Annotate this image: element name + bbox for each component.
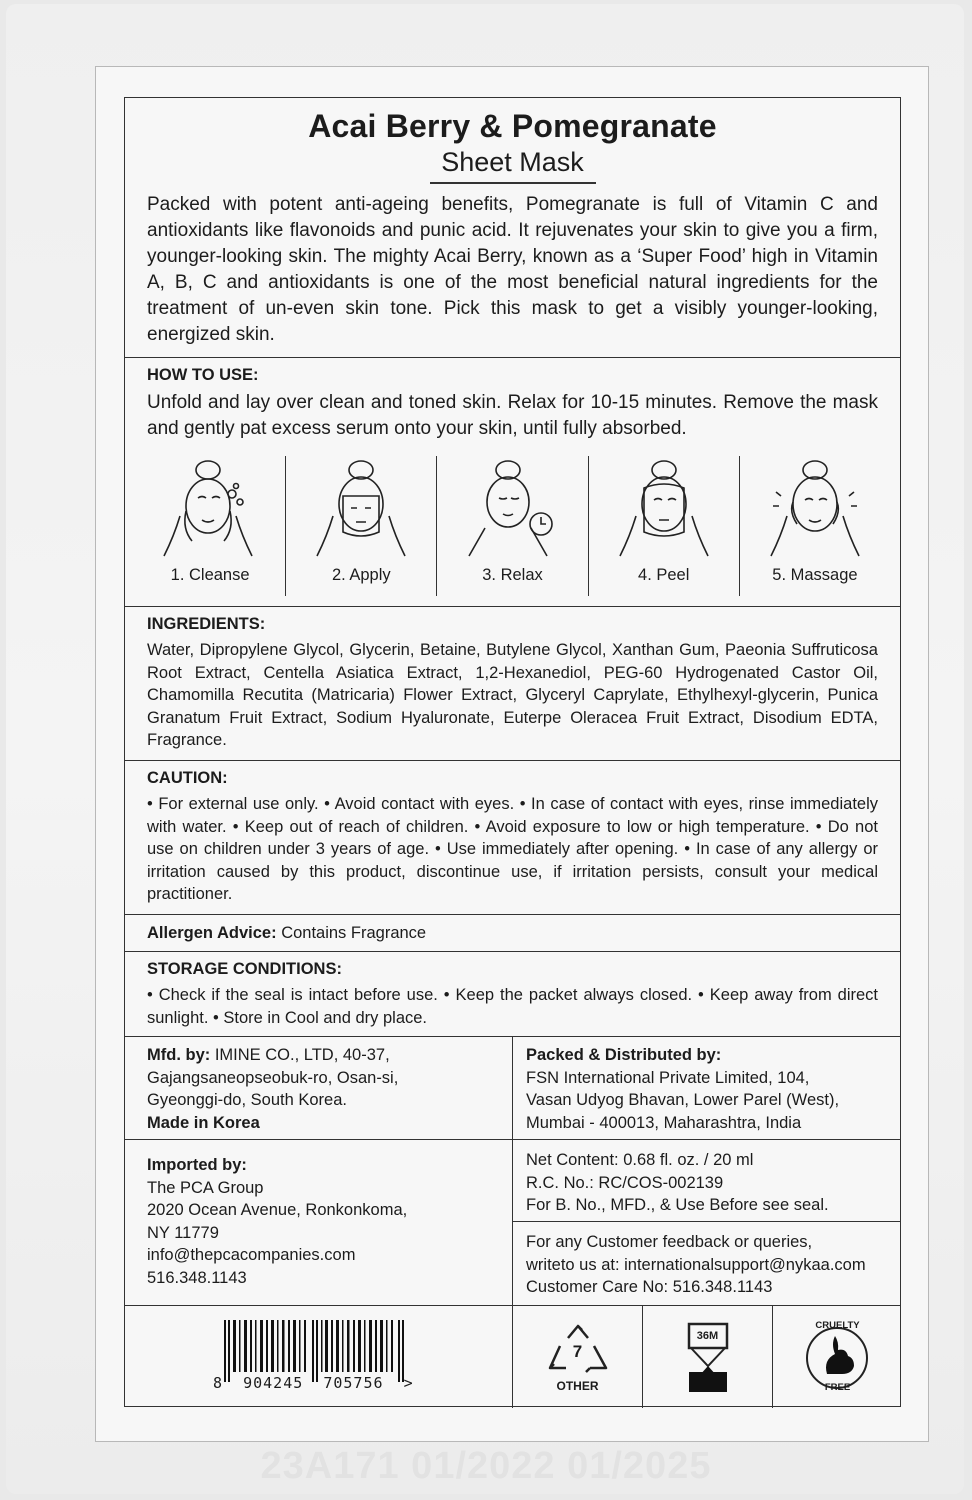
caution-heading: CAUTION: <box>147 769 228 787</box>
cruelty-bottom-label: FREE <box>824 1382 851 1393</box>
feedback-email: writeto us at: internationalsupport@nykaa.com <box>526 1255 866 1274</box>
step-label: 3. Relax <box>482 566 543 584</box>
peel-illustration-icon <box>614 456 714 561</box>
barcode-icon <box>220 1320 410 1382</box>
barcode-cell <box>125 1306 513 1408</box>
cleanse-illustration-icon <box>160 456 260 561</box>
ingredients-text: Water, Dipropylene Glycol, Glycerin, Betaine, Butylene Glycol, Xanthan Gum, Paeonia Suffruticosa Root Extract, Centella Asiatica Extract, 1,2-Hexanediol, PEG-60 Hydrogenated Castor Oil, Chamomilla Recutita (Matricaria) Flower Extract, Glyceryl Caprylate, Ethylhexyl-glycerin, Punica Granatum Fruit Extract, Sodium Hyaluronate, Euterpe Oleracea Fruit Extract, Disodium EDTA, Fragrance. <box>147 641 878 749</box>
manufacturer-label: Mfd. by: <box>147 1046 211 1064</box>
importer-block <box>125 1140 513 1305</box>
country-of-origin: Made in Korea <box>147 1113 260 1132</box>
step-label: 1. Cleanse <box>170 566 250 584</box>
net-content: Net Content: 0.68 fl. oz. / 20 ml <box>526 1151 754 1169</box>
allergen-value: Contains Fragrance <box>281 924 427 942</box>
importer-row <box>125 1140 900 1306</box>
net-feedback-block <box>513 1140 900 1305</box>
caution-section <box>125 761 900 915</box>
feedback-block <box>513 1222 900 1299</box>
product-subtitle: Sheet Mask <box>441 147 584 177</box>
ingredients-heading: INGREDIENTS: <box>147 615 266 633</box>
distributor-label: Packed & Distributed by: <box>526 1046 722 1064</box>
storage-heading: STORAGE CONDITIONS: <box>147 960 342 978</box>
massage-illustration-icon <box>765 456 865 561</box>
step-label: 4. Peel <box>638 566 690 584</box>
how-to-use-section <box>125 358 900 607</box>
allergen-label: Allergen Advice: <box>147 924 277 942</box>
storage-section <box>125 952 900 1037</box>
product-info-panel <box>124 97 901 1407</box>
importer-line: 2020 Ocean Avenue, Ronkonkoma, <box>147 1201 408 1219</box>
distributor-line: FSN International Private Limited, 104, <box>526 1068 810 1087</box>
manufacturer-line: Gyeonggi-do, South Korea. <box>147 1091 347 1109</box>
step-peel <box>589 456 740 596</box>
symbols-row <box>125 1306 900 1408</box>
usage-steps <box>125 456 900 596</box>
step-label: 5. Massage <box>772 566 858 584</box>
how-to-use-heading: HOW TO USE: <box>147 366 259 384</box>
manufacturer-line: Gajangsaneopseobuk-ro, Osan-si, <box>147 1068 399 1087</box>
cruelty-top-label: CRUELTY <box>815 1320 860 1331</box>
ingredients-section <box>125 607 900 761</box>
caution-text: • For external use only. • Avoid contact with eyes. • In case of contact with eyes, rinse immediately with water. • Keep out of reach of children. • Avoid exposure to low or high temperature. • Do not use on children under 3 years of age. • Use immediately after opening. • In case of any allergy or irritation caused by this product, discontinue use, if irritation persists, consult your medical practitioner. <box>147 795 878 903</box>
manufacturer-row <box>125 1037 900 1140</box>
pao-label: 36M <box>696 1330 719 1342</box>
distributor-block <box>513 1037 900 1139</box>
step-relax <box>437 456 588 596</box>
feedback-line: For any Customer feedback or queries, <box>526 1233 813 1251</box>
recycle-cell <box>513 1306 643 1408</box>
seal-batch-code: 23A171 01/2022 01/2025 <box>260 1445 712 1487</box>
intro-section <box>125 98 900 358</box>
importer-line: NY 11779 <box>147 1223 219 1242</box>
importer-label: Imported by: <box>147 1156 247 1174</box>
pao-cell <box>643 1306 773 1408</box>
manufacturer-block <box>125 1037 513 1139</box>
importer-email: info@thepcacompanies.com <box>147 1246 356 1264</box>
importer-line: The PCA Group <box>147 1178 264 1197</box>
apply-illustration-icon <box>311 456 411 561</box>
importer-phone: 516.348.1143 <box>147 1268 247 1287</box>
rc-number: R.C. No.: RC/COS-002139 <box>526 1173 724 1192</box>
product-description: Packed with potent anti-ageing benefits, Pomegranate is full of Vitamin C and antioxidants like flavonoids and punic acid. It rejuvenates your skin to give you a firm, younger-looking skin. The mighty Acai Berry, known as a ‘Super Food’ high in Vitamin A, B, C and antioxidants is one of the most beneficial natural ingredients for the treatment of un-even skin tone. Pick this mask to get a visibly younger-looking, energized skin. <box>147 193 878 345</box>
batch-note: For B. No., MFD., & Use Before see seal. <box>526 1196 829 1214</box>
customer-care: Customer Care No: 516.348.1143 <box>526 1278 773 1296</box>
allergen-section <box>125 915 900 952</box>
cruelty-free-cell <box>773 1306 902 1408</box>
relax-illustration-icon <box>463 456 563 561</box>
distributor-line: Vasan Udyog Bhavan, Lower Parel (West), <box>526 1091 840 1109</box>
net-content-block <box>513 1140 900 1222</box>
step-cleanse <box>135 456 286 596</box>
distributor-line: Mumbai - 400013, Maharashtra, India <box>526 1113 802 1132</box>
recycle-label: OTHER <box>556 1379 599 1393</box>
how-to-use-text: Unfold and lay over clean and toned skin. Relax for 10-15 minutes. Remove the mask and gently pat excess serum onto your skin, until fully absorbed. <box>147 392 878 439</box>
barcode-number: 8 904245 705756 > <box>213 1374 414 1392</box>
title-divider <box>430 182 596 184</box>
storage-text: • Check if the seal is intact before use. • Keep the packet always closed. • Keep away from direct sunlight. • Store in Cool and dry place. <box>147 986 878 1027</box>
step-massage <box>740 456 890 596</box>
step-apply <box>286 456 437 596</box>
recycle-number: 7 <box>572 1342 583 1361</box>
step-label: 2. Apply <box>331 566 391 584</box>
manufacturer-line: IMINE CO., LTD, 40-37, <box>214 1046 390 1064</box>
product-title: Acai Berry & Pomegranate <box>308 108 717 144</box>
